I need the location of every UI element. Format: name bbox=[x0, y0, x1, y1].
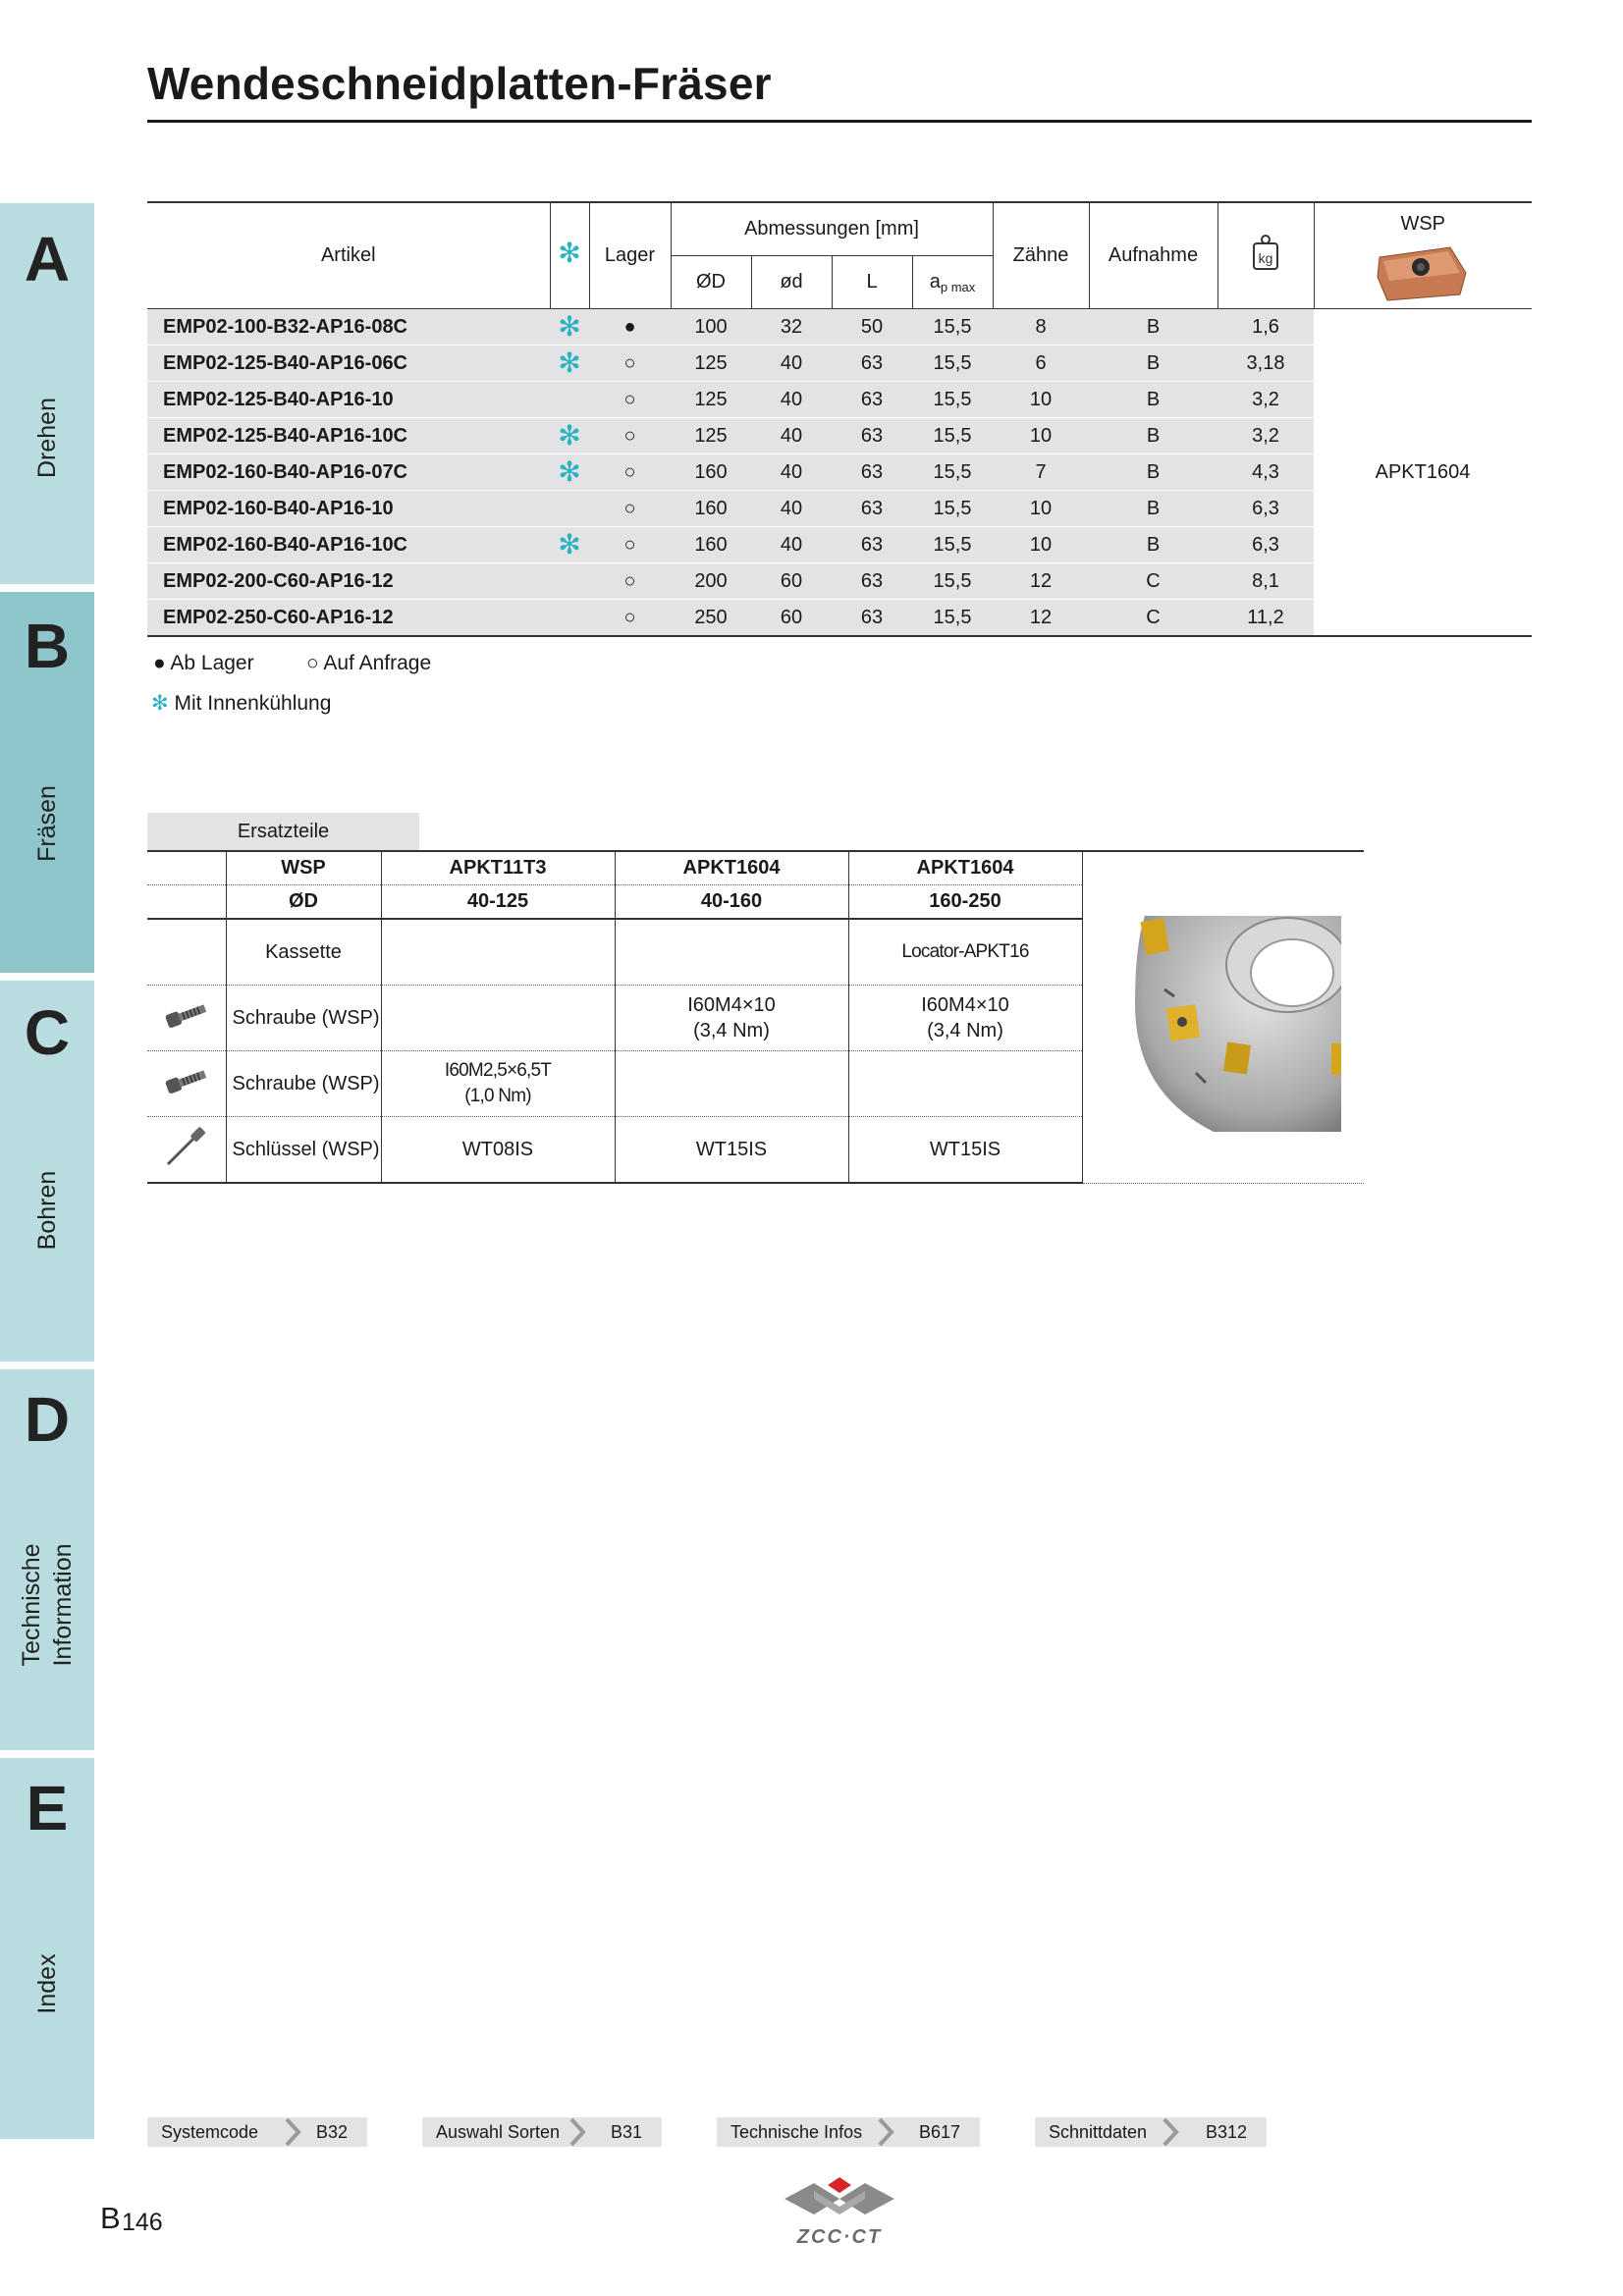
cell-artikel: EMP02-160-B40-AP16-10 bbox=[147, 491, 550, 527]
row-schluessel-col1: WT08IS bbox=[381, 1117, 615, 1184]
row-kassette-col3: Locator-APKT16 bbox=[848, 919, 1082, 986]
cell-z: 7 bbox=[993, 454, 1089, 491]
spare-head-col2-wsp: APKT1604 bbox=[615, 851, 848, 885]
cell-z: 10 bbox=[993, 491, 1089, 527]
tab-label-line2: Information bbox=[49, 1543, 77, 1667]
cell-aufnahme: B bbox=[1089, 309, 1217, 346]
cell-ap: 15,5 bbox=[912, 382, 993, 418]
legend-ab-lager-label: Ab Lager bbox=[170, 652, 254, 674]
row-schraube1-col3-value: I60M4×10 (3,4 Nm) bbox=[921, 994, 1009, 1041]
row-label-schluessel: Schlüssel (WSP) bbox=[226, 1117, 381, 1184]
cell-aufnahme: B bbox=[1089, 491, 1217, 527]
cell-lager: ○ bbox=[589, 600, 671, 637]
cell-l: 63 bbox=[832, 527, 912, 563]
cell-ap: 15,5 bbox=[912, 563, 993, 600]
spare-parts-table bbox=[147, 850, 1364, 1184]
row-schraube2-col1 bbox=[381, 1051, 615, 1117]
cell-kg: 3,2 bbox=[1217, 418, 1314, 454]
cell-aufnahme: B bbox=[1089, 527, 1217, 563]
tab-label-line1: Technische bbox=[18, 1543, 45, 1667]
cell-kg: 4,3 bbox=[1217, 454, 1314, 491]
coolant-icon: ✻ bbox=[558, 238, 581, 268]
coolant-icon: ✻ bbox=[550, 527, 589, 563]
header-wsp bbox=[1314, 202, 1532, 309]
spare-head-col3-od: 160-250 bbox=[848, 885, 1082, 920]
footer-link-label: Systemcode bbox=[161, 2122, 259, 2142]
footer-link-systemcode[interactable] bbox=[147, 2117, 367, 2147]
empty-circle-icon: ○ bbox=[306, 652, 319, 674]
row-schraube1-col3 bbox=[848, 986, 1082, 1051]
cell-d: 125 bbox=[671, 346, 751, 382]
cell-z: 6 bbox=[993, 346, 1089, 382]
cell-d: 40 bbox=[751, 346, 832, 382]
coolant-icon: ✻ bbox=[151, 692, 169, 715]
footer-link-technische-infos[interactable] bbox=[717, 2117, 980, 2147]
cell-d: 60 bbox=[751, 563, 832, 600]
cell-l: 50 bbox=[832, 309, 912, 346]
tab-label-index: Index bbox=[33, 1953, 61, 2014]
tab-index[interactable] bbox=[0, 1758, 94, 2139]
screw-icon-cell-2 bbox=[147, 1051, 226, 1117]
row-schraube2-col3 bbox=[848, 1051, 1082, 1117]
footer-link-label: Schnittdaten bbox=[1049, 2122, 1148, 2142]
row-schraube1-col1 bbox=[381, 986, 615, 1051]
cell-l: 63 bbox=[832, 563, 912, 600]
cell-ap: 15,5 bbox=[912, 454, 993, 491]
cell-d: 160 bbox=[671, 454, 751, 491]
cell-l: 63 bbox=[832, 600, 912, 637]
cell-artikel: EMP02-125-B40-AP16-06C bbox=[147, 346, 550, 382]
cell-z: 12 bbox=[993, 600, 1089, 637]
tab-label-technische-information bbox=[16, 1517, 79, 1693]
row-kassette-col1 bbox=[381, 919, 615, 986]
cell-z: 10 bbox=[993, 418, 1089, 454]
cell-d: 160 bbox=[671, 491, 751, 527]
ersatzteile-tab: Ersatzteile bbox=[147, 813, 419, 850]
row-label-schraube-2: Schraube (WSP) bbox=[226, 1051, 381, 1117]
cell-ap: 15,5 bbox=[912, 600, 993, 637]
cell-kg: 3,2 bbox=[1217, 382, 1314, 418]
tab-label-fraesen: Fräsen bbox=[33, 785, 61, 862]
cell-kg: 6,3 bbox=[1217, 527, 1314, 563]
cell-kg: 3,18 bbox=[1217, 346, 1314, 382]
header-ap-symbol: a bbox=[929, 270, 941, 293]
page-number: 146 bbox=[122, 2209, 163, 2236]
legend-auf-anfrage bbox=[306, 652, 431, 675]
cell-z: 10 bbox=[993, 527, 1089, 563]
screw-icon bbox=[162, 995, 211, 1035]
cell-artikel: EMP02-100-B32-AP16-08C bbox=[147, 309, 550, 346]
cell-d: 40 bbox=[751, 418, 832, 454]
cell-d: 200 bbox=[671, 563, 751, 600]
tab-letter-e: E bbox=[26, 1773, 69, 1843]
table-row bbox=[147, 309, 1532, 346]
footer-link-ref: B31 bbox=[610, 2122, 642, 2142]
header-aufnahme: Aufnahme bbox=[1089, 202, 1217, 309]
cell-aufnahme: B bbox=[1089, 346, 1217, 382]
tab-letter-a: A bbox=[24, 224, 71, 294]
cell-d: 60 bbox=[751, 600, 832, 637]
tab-letter-d: D bbox=[24, 1384, 71, 1455]
cell-lager: ● bbox=[589, 309, 671, 346]
coolant-icon bbox=[550, 491, 589, 527]
title-rule bbox=[147, 120, 1532, 123]
cell-lager: ○ bbox=[589, 346, 671, 382]
coolant-icon: ✻ bbox=[550, 309, 589, 346]
header-zaehne: Zähne bbox=[993, 202, 1089, 309]
cell-ap: 15,5 bbox=[912, 418, 993, 454]
row-schraube1-col2-value: I60M4×10 (3,4 Nm) bbox=[687, 994, 776, 1041]
spare-head-wsp: WSP bbox=[226, 851, 381, 885]
cell-l: 63 bbox=[832, 346, 912, 382]
coolant-icon: ✻ bbox=[550, 454, 589, 491]
cell-z: 8 bbox=[993, 309, 1089, 346]
cell-kg: 8,1 bbox=[1217, 563, 1314, 600]
cell-d: 100 bbox=[671, 309, 751, 346]
footer-link-ref: B617 bbox=[918, 2122, 960, 2142]
weight-icon bbox=[1252, 234, 1279, 273]
row-label-schraube-1: Schraube (WSP) bbox=[226, 986, 381, 1051]
cell-d: 125 bbox=[671, 418, 751, 454]
key-icon bbox=[162, 1125, 211, 1168]
spare-head-blank bbox=[147, 851, 226, 885]
header-abmessungen: Abmessungen [mm] bbox=[671, 202, 993, 256]
chevron-right-icon bbox=[1161, 2117, 1180, 2147]
chevron-right-icon bbox=[568, 2117, 587, 2147]
footer-link-label: Auswahl Sorten bbox=[436, 2122, 561, 2142]
kassette-icon-cell bbox=[147, 919, 226, 986]
row-kassette-col2 bbox=[615, 919, 848, 986]
spare-head-col1-wsp: APKT11T3 bbox=[381, 851, 615, 885]
spare-head2-blank bbox=[147, 885, 226, 920]
header-lager: Lager bbox=[589, 202, 671, 309]
coolant-icon bbox=[550, 563, 589, 600]
tab-label-bohren: Bohren bbox=[33, 1170, 61, 1251]
cutter-image-cell bbox=[1082, 851, 1364, 1183]
cell-aufnahme: B bbox=[1089, 454, 1217, 491]
cell-lager: ○ bbox=[589, 563, 671, 600]
coolant-icon: ✻ bbox=[550, 346, 589, 382]
row-schraube2-col2 bbox=[615, 1051, 848, 1117]
header-ap bbox=[912, 256, 993, 309]
cutter-image bbox=[1106, 896, 1341, 1132]
cell-ap: 15,5 bbox=[912, 309, 993, 346]
header-l: L bbox=[832, 256, 912, 309]
header-ap-sub: p max bbox=[940, 279, 976, 294]
cell-d: 32 bbox=[751, 309, 832, 346]
cell-artikel: EMP02-250-C60-AP16-12 bbox=[147, 600, 550, 637]
cell-d: 250 bbox=[671, 600, 751, 637]
cell-aufnahme: B bbox=[1089, 418, 1217, 454]
screw-icon-cell bbox=[147, 986, 226, 1051]
cell-wsp: APKT1604 bbox=[1314, 309, 1532, 637]
tab-bohren[interactable] bbox=[0, 981, 94, 1362]
cell-d: 40 bbox=[751, 527, 832, 563]
cell-artikel: EMP02-160-B40-AP16-10C bbox=[147, 527, 550, 563]
cell-d: 160 bbox=[671, 527, 751, 563]
row-schraube1-col2 bbox=[615, 986, 848, 1051]
tab-letter-c: C bbox=[24, 997, 71, 1068]
cell-kg: 6,3 bbox=[1217, 491, 1314, 527]
cell-lager: ○ bbox=[589, 491, 671, 527]
cell-l: 63 bbox=[832, 454, 912, 491]
cell-d: 40 bbox=[751, 382, 832, 418]
cell-d: 125 bbox=[671, 382, 751, 418]
tab-fraesen[interactable] bbox=[0, 592, 94, 973]
product-table bbox=[147, 201, 1532, 637]
screw-icon bbox=[162, 1061, 211, 1100]
filled-circle-icon: ● bbox=[153, 652, 166, 674]
footer-link-ref: B32 bbox=[315, 2122, 348, 2142]
row-schluessel-col3: WT15IS bbox=[848, 1117, 1082, 1184]
legend-coolant bbox=[151, 691, 331, 716]
footer-link-ref: B312 bbox=[1205, 2122, 1247, 2142]
cell-d: 40 bbox=[751, 491, 832, 527]
header-wsp-label: WSP bbox=[1400, 213, 1446, 235]
cell-aufnahme: C bbox=[1089, 563, 1217, 600]
cell-lager: ○ bbox=[589, 454, 671, 491]
legend-ab-lager bbox=[153, 652, 254, 675]
spare-head-col3-wsp: APKT1604 bbox=[848, 851, 1082, 885]
chevron-right-icon bbox=[876, 2117, 895, 2147]
cell-d: 40 bbox=[751, 454, 832, 491]
cell-aufnahme: B bbox=[1089, 382, 1217, 418]
page-title: Wendeschneidplatten-Fräser bbox=[147, 58, 772, 109]
cell-aufnahme: C bbox=[1089, 600, 1217, 637]
key-icon-cell bbox=[147, 1117, 226, 1184]
cell-kg: 1,6 bbox=[1217, 309, 1314, 346]
spare-head-od: ØD bbox=[226, 885, 381, 920]
weight-icon-label: kg bbox=[1258, 249, 1273, 266]
cell-ap: 15,5 bbox=[912, 527, 993, 563]
cell-lager: ○ bbox=[589, 418, 671, 454]
tab-letter-b: B bbox=[24, 611, 71, 681]
company-logo bbox=[781, 2173, 898, 2224]
row-schluessel-col2: WT15IS bbox=[615, 1117, 848, 1184]
tab-technische-information[interactable] bbox=[0, 1369, 94, 1750]
tab-label-drehen: Drehen bbox=[33, 398, 61, 478]
tab-drehen[interactable] bbox=[0, 203, 94, 584]
row-schraube2-col1-value: I60M2,5×6,5T (1,0 Nm) bbox=[444, 1060, 552, 1106]
footer-link-label: Technische Infos bbox=[730, 2122, 863, 2142]
footer-link-schnittdaten[interactable] bbox=[1035, 2117, 1267, 2147]
spare-head-col1-od: 40-125 bbox=[381, 885, 615, 920]
cell-artikel: EMP02-125-B40-AP16-10C bbox=[147, 418, 550, 454]
header-coolant bbox=[550, 202, 589, 309]
cell-lager: ○ bbox=[589, 527, 671, 563]
cell-ap: 15,5 bbox=[912, 346, 993, 382]
cell-artikel: EMP02-125-B40-AP16-10 bbox=[147, 382, 550, 418]
chevron-right-icon bbox=[283, 2117, 302, 2147]
header-od-big: ØD bbox=[671, 256, 751, 309]
cell-artikel: EMP02-200-C60-AP16-12 bbox=[147, 563, 550, 600]
legend-auf-anfrage-label: Auf Anfrage bbox=[323, 652, 432, 674]
cell-z: 12 bbox=[993, 563, 1089, 600]
footer-link-auswahl-sorten[interactable] bbox=[422, 2117, 662, 2147]
cell-z: 10 bbox=[993, 382, 1089, 418]
insert-image bbox=[1374, 243, 1472, 302]
header-od-small: ød bbox=[751, 256, 832, 309]
cell-kg: 11,2 bbox=[1217, 600, 1314, 637]
company-logo-text: ZCC·CT bbox=[796, 2226, 883, 2248]
spare-head-col2-od: 40-160 bbox=[615, 885, 848, 920]
cell-l: 63 bbox=[832, 491, 912, 527]
coolant-icon bbox=[550, 600, 589, 637]
page-section-letter: B bbox=[100, 2201, 121, 2235]
cell-ap: 15,5 bbox=[912, 491, 993, 527]
cell-artikel: EMP02-160-B40-AP16-07C bbox=[147, 454, 550, 491]
header-weight bbox=[1217, 202, 1314, 309]
cell-l: 63 bbox=[832, 382, 912, 418]
cell-l: 63 bbox=[832, 418, 912, 454]
coolant-icon: ✻ bbox=[550, 418, 589, 454]
coolant-icon bbox=[550, 382, 589, 418]
header-artikel: Artikel bbox=[147, 202, 550, 309]
legend-coolant-label: Mit Innenkühlung bbox=[174, 692, 332, 715]
cell-lager: ○ bbox=[589, 382, 671, 418]
row-label-kassette: Kassette bbox=[226, 919, 381, 986]
